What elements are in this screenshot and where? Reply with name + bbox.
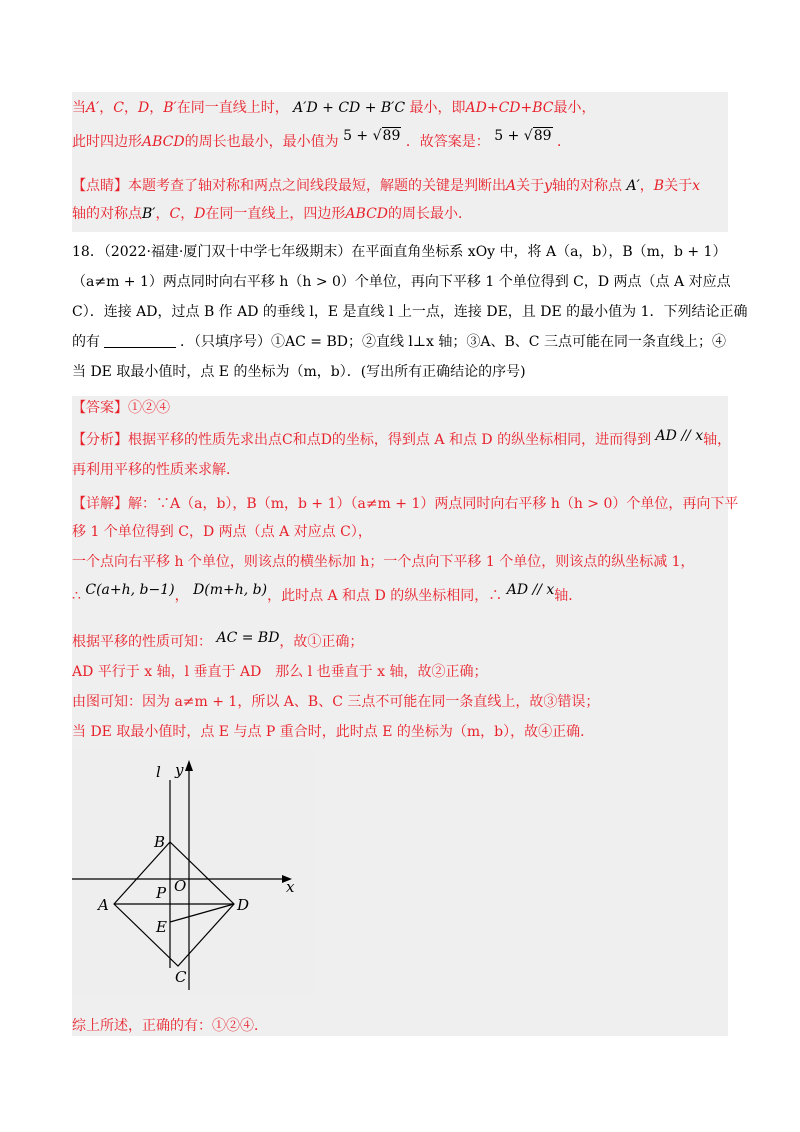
label-x: x bbox=[286, 878, 295, 896]
label-o: O bbox=[174, 877, 187, 895]
detail-line-6: AD 平行于 x 轴，l 垂直于 AD 那么 l 也垂直于 x 轴，故②正确； bbox=[72, 664, 488, 680]
segment-de bbox=[170, 904, 234, 922]
label-d: D bbox=[237, 896, 250, 914]
figure-svg bbox=[72, 750, 316, 994]
label-y: y bbox=[175, 761, 184, 779]
answer-blank bbox=[104, 333, 176, 348]
question-18 bbox=[72, 236, 748, 392]
detail-line-1: 【详解】解：∵A（a，b），B（m，b + 1）（a≠m + 1）两点同时向右平移 h（h > 0）个单位，再向下平 bbox=[72, 496, 739, 512]
comment-line-2: 轴的对称点B′，C，D在同一直线上，四边形ABCD的周长最小． bbox=[72, 206, 473, 222]
detail-line-5: 根据平移的性质可知： AC = BD，故①正确； bbox=[72, 630, 364, 650]
label-p: P bbox=[156, 884, 167, 902]
question-line-5: 当 DE 取最小值时，点 E 的坐标为（m，b）．(写出所有正确结论的序号) bbox=[72, 364, 526, 380]
conclusion-line: 综上所述，正确的有：①②④． bbox=[72, 1018, 268, 1034]
coordinate-figure bbox=[72, 750, 316, 994]
label-c: C bbox=[175, 968, 187, 986]
detail-line-2: 移 1 个单位得到 C，D 两点（点 A 对应点 C）， bbox=[72, 524, 372, 540]
question-line-4: 的有 ．（只填序号）①AC = BD；②直线 l⊥x 轴；③A、B、C 三点可能在同一条直线上；④ bbox=[72, 334, 726, 350]
question-line-3: C）．连接 AD，过点 B 作 AD 的垂线 l，E 是直线 l 上一点，连接 DE，且 DE 的最小值为 1．下列结论正确 bbox=[72, 304, 748, 320]
question-line-2: （a≠m + 1）两点同时向右平移 h（h > 0）个单位，再向下平移 1 个单位得到 C，D 两点（点 A 对应点 bbox=[72, 274, 731, 290]
label-l: l bbox=[156, 763, 161, 781]
analysis-line-1: 【分析】根据平移的性质先求出点C和点D的坐标，得到点 A 和点 D 的纵坐标相同，进而得到 AD // x轴， bbox=[72, 428, 732, 448]
detail-line-8: 当 DE 取最小值时，点 E 与点 P 重合时，此时点 E 的坐标为（m，b），故④正确． bbox=[72, 724, 595, 740]
label-b: B bbox=[154, 833, 166, 851]
label-e: E bbox=[156, 918, 167, 936]
y-axis-arrow bbox=[185, 760, 193, 771]
analysis-line-2: 再利用平移的性质来求解． bbox=[72, 462, 240, 478]
answer-row: 【答案】①②④ bbox=[72, 400, 170, 416]
question-line-1: 18．（2022·福建·厦门双十中学七年级期末）在平面直角坐标系 xOy 中，将 A（a，b），B（m，b + 1） bbox=[72, 244, 727, 260]
answer-line-2: 此时四边形ABCD的周长也最小，最小值为 5 + √89 ．故答案是： 5 + √89 ． bbox=[72, 128, 572, 150]
detail-line-4: ∴ C(a+h, b−1)， D(m+h, b)，此时点 A 和点 D 的纵坐标相同，∴ AD // x轴． bbox=[72, 582, 583, 604]
answer-line-1: 当A′，C，D，B′在同一直线上时， A′D + CD + B′C 最小，即AD+CD+BC最小， bbox=[72, 100, 596, 116]
previous-answer-block bbox=[72, 92, 728, 232]
detail-line-7: 由图可知：因为 a≠m + 1，所以 A、B、C 三点不可能在同一条直线上，故③错误； bbox=[72, 694, 600, 710]
label-a: A bbox=[98, 896, 109, 914]
detail-line-3: 一个点向右平移 h 个单位，则该点的横坐标加 h；一个点向下平移 1 个单位，则该点的纵坐标减 1， bbox=[72, 554, 695, 570]
comment-line-1: 【点睛】本题考查了轴对称和两点之间线段最短，解题的关键是判断出A关于y轴的对称点 A′，B关于x bbox=[72, 178, 700, 194]
